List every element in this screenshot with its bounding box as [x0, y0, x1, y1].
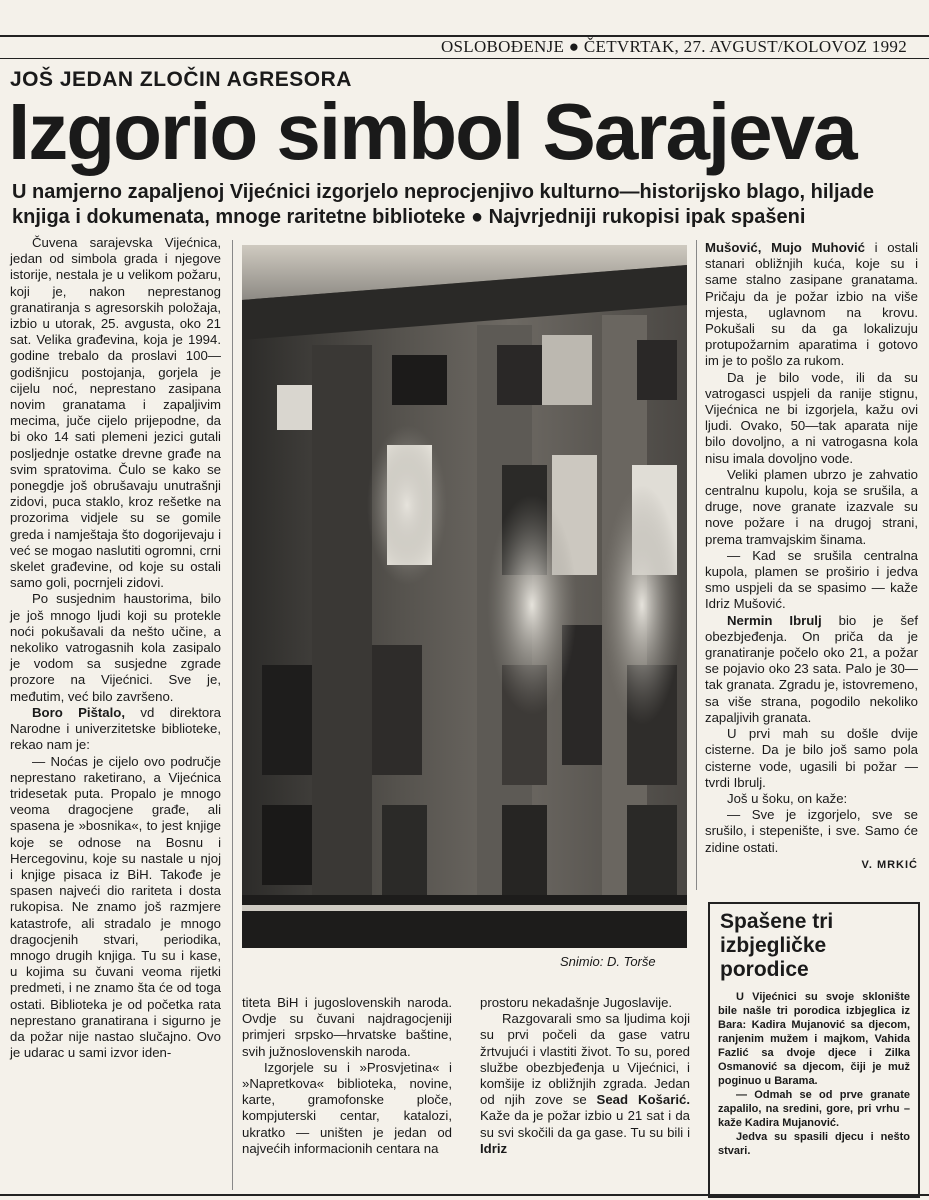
article-column-right: [705, 240, 918, 873]
article-column-1: [10, 235, 221, 1061]
headline: Izgorio simbol Sarajeva: [8, 87, 856, 176]
paragraph-text: vd direktora Narodne i univerzitetske biblioteke, rekao nam je:: [10, 704, 221, 753]
article-column-2: [242, 995, 452, 1157]
bottom-rule: [0, 1194, 929, 1196]
person-name: Boro Pištalo,: [32, 704, 126, 720]
paragraph: Veliki plamen ubrzo je zahvatio centralnu kupolu, koja se srušila, a druge, nove granate izazvale su nove požare i na drugoj strani, prema tramvajskim šinama.: [705, 466, 918, 547]
paragraph: — Sve je izgorjelo, sve se srušilo, i stepenište, i sve. Samo će zidine ostati.: [705, 807, 918, 855]
masthead-bottom-rule: [0, 58, 929, 59]
paragraph: — Odmah se od prve granate zapalilo, na sredini, gore, pri vrhu – kaže Kadira Mujanović.: [718, 1089, 910, 1129]
column-divider: [232, 240, 233, 1190]
paragraph-text: Kaže da je požar izbio u 21 sat i da su svi skočili da ga gase. Tu su bili i: [480, 1108, 690, 1140]
masthead: [0, 0, 929, 62]
article-column-3: [480, 995, 690, 1157]
author-signature: V. MRKIĆ: [861, 858, 918, 871]
box-title: Spašene tri izbjegličke porodice: [720, 910, 834, 981]
person-name: Mušović, Mujo Muhović: [705, 240, 865, 255]
person-name: Nermin Ibrulj: [727, 612, 822, 628]
box-body: [718, 990, 910, 1158]
paragraph: prostoru nekadašnje Jugoslavije.: [480, 995, 673, 1010]
paragraph: — Noćas je cijelo ovo područje neprestano raketirano, a Vijećnica tridesetak puta. Propalo je mnogo veoma dragocjene građe, ali spasena je »bosnika«, to jest knjige koje se odnose na Bosnu i Hercegovinu, koje su nastale u njoj i knjige pisaca iz BiH. Takođe je spasen najveći dio rariteta i dosta rukopisa. Ne znamo još razmjere katastrofe, ali stradalo je mnogo dragocjenih stvari, periodika, mnogo drugih knjiga. Tu su i kase, u kojima su čuvani veoma rijetki predmeti, i ne znamo šta će od toga ostati. Biblioteka je od početka rata neprestano granatirana i sigurno je da požar nije nastao slučajno. Ovo je udarac u sami izvor iden-: [10, 753, 221, 1061]
paragraph: [705, 240, 918, 370]
paragraph-text: Razgovarali smo sa ljudima koji su prvi počeli da gase vatru žrtvujući i vlastiti život. To su, pored službe obezbjeđenja u Vijećnici, i komšije iz obližnjih zgrada. Jedan od njih zove se: [480, 1011, 690, 1108]
person-name: Sead Košarić.: [596, 1092, 690, 1108]
paragraph: Izgorjele su i »Prosvjetina« i »Napretkova« biblioteka, novine, karte, gramofonske ploče, kompjuterski centar, katalozi, ukratko — uništen je jedan od najvećih informacionih centara na: [242, 1059, 452, 1156]
paragraph: [705, 613, 918, 726]
paragraph: U Vijećnici su svoje sklonište bile našle tri porodica izbjeglica iz Bara: Kadira Mujanović sa djecom, ranjenim mužem i majkom, Vahida Fazlić sa dvoje djece i Zilka Osmanović sa djecom, čiji je muž poginuo u Barama.: [718, 991, 910, 1087]
paragraph: Po susjednim haustorima, bilo je još mnogo ljudi koji su protekle noći pokušavali da nešto učine, a nekoliko vatrogasnih kola zasipalo je vodom sa susjedne zgrade prozore na Vijećnici. Sve je, međutim, već bilo završeno.: [10, 591, 221, 704]
paragraph-text: i ostali stanari obližnjih kuća, koje su i same stalno zasipane granatama. Pričaju da je požar izbio na više mjesta, uglavnom na krovu. Pokušali su da ga lokalizuju protupožarnim aparatima i gotovo im je to pošlo za rukom.: [705, 240, 919, 369]
paragraph: [10, 705, 221, 754]
paragraph: Jedva su spasili djecu i nešto stvari.: [718, 1131, 910, 1157]
paragraph: [480, 1011, 690, 1157]
masthead-text: OSLOBOĐENJE ● ČETVRTAK, 27. AVGUST/KOLOVOZ 1992: [440, 37, 907, 56]
paragraph: Još u šoku, on kaže:: [727, 790, 848, 806]
person-name: Idriz: [480, 1140, 508, 1156]
subhead: U namjerno zapaljenoj Vijećnici izgorjelo neprocjenjivo kulturno—historijsko blago, hiljade knjiga i dokumenata, mnoge raritetne biblioteke ● Najvrjedniji rukopisi ipak spašeni: [12, 181, 875, 228]
photo-illustration: [242, 245, 687, 948]
sidebar-box: [708, 902, 920, 1198]
paragraph-text: bio je šef obezbjeđenja. On priča da je granatiranje počelo oko 21, a požar se pojavio oko 23 sata. Palo je 30—tak granata. Zgradu je, istovremeno, sa više strana, pogodilo nekoliko zapaljivih granata.: [705, 612, 918, 725]
paragraph: Da je bilo vode, ili da su vatrogasci uspjeli da ranije stignu, Vijećnica ne bi izgorjela, kažu ovi ljudi. Ovako, 50—tak aparata nije bilo dovoljno, a ni vatrogasna kola nisu imala dovoljno vode.: [705, 369, 918, 466]
paragraph: — Kad se srušila centralna kupola, plamen se proširio i jedva smo uspjeli da se spasimo — kaže Idriz Mušović.: [705, 547, 918, 612]
paragraph: U prvi mah su došle dvije cisterne. Da je bilo još samo pola cisterne vode, ugasili bi požar — tvrdi Ibrulj.: [705, 726, 918, 790]
kicker: JOŠ JEDAN ZLOČIN AGRESORA: [10, 68, 352, 91]
paragraph: Čuvena sarajevska Vijećnica, jedan od simbola grada i njegove istorije, nestala je u velikom požaru, koji je, nakon neprestanog granatiranja s agresorskih položaja, izbio u utorak, 25. avgusta, oko 21 sat. Velika građevina, koja je 1994. godine trebalo da proslavi 100—godišnjicu postojanja, gorjela je cijelu noć, neprestano zasipana novim granatama i zapaljivim mecima, juče cijelo prijepodne, da bi oko 14 sati plemeni jezici gutali posljednje ostatke drevne građe na svim spratovima. Čulo se kako se ponegdje još obrušavaju unutrašnji zidovi, puca staklo, kroz rešetke na prozorima vidjele su se gomile greda i namještaja što dogorijevaju i već se mogao naslutiti ogromni, crni skelet građevine, od koje su ostali samo goli, pocrnjeli zidovi.: [10, 235, 221, 591]
photo-burning-city-hall: [242, 245, 687, 948]
paragraph: titeta BiH i jugoslovenskih naroda. Ovdje su čuvani najdragocjeniji primjeri srpsko—hrvatske baštine, svih južnoslovenskih naroda.: [242, 995, 452, 1059]
photo-credit: Snimio: D. Torše: [560, 954, 656, 969]
column-divider: [696, 240, 697, 890]
